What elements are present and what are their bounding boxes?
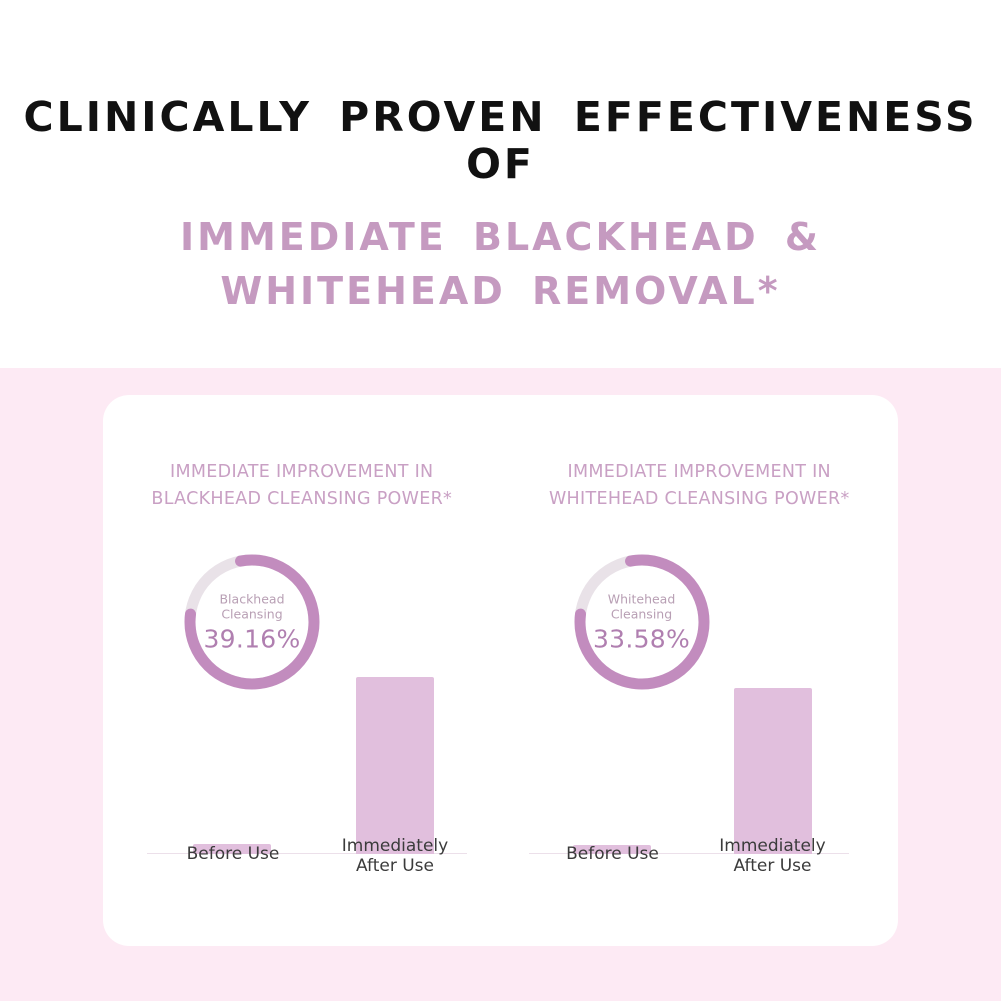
bar-labels-whitehead — [501, 836, 899, 896]
page-title-line-3: WHITEHEAD REMOVAL* — [220, 268, 781, 313]
chart-title-blackhead — [103, 459, 501, 513]
page-title-line-2: IMMEDIATE BLACKHEAD & — [180, 215, 821, 260]
donut-value-blackhead: 39.16% — [203, 623, 301, 653]
bar-label-after-line-2: After Use — [733, 856, 812, 877]
bar-label-after-line-1: Immediately — [341, 836, 449, 856]
donut-kicker-line-2: Cleansing — [221, 606, 283, 622]
chart-panels — [103, 395, 898, 946]
bar-label-before-line-1: Before Use — [566, 844, 659, 864]
donut-kicker-line-1: Blackhead — [219, 591, 285, 607]
page-title-line-1: CLINICALLY PROVEN EFFECTIVENESS OF — [23, 93, 978, 189]
bar-labels-blackhead — [103, 836, 501, 896]
bar-label-after-line-1: Immediately — [719, 836, 826, 856]
donut-value-whitehead: 33.58% — [592, 623, 691, 653]
bar-group-blackhead — [103, 594, 501, 854]
bar-after-use-whitehead — [734, 688, 812, 854]
chart-panel-blackhead — [103, 395, 501, 946]
bar-label-after-use — [717, 836, 829, 877]
header — [0, 0, 1001, 368]
bar-label-after-use — [339, 836, 451, 877]
chart-panel-whitehead — [501, 395, 899, 946]
chart-title-line-1: IMMEDIATE IMPROVEMENT IN — [567, 462, 831, 482]
bar-after-use-blackhead — [356, 677, 434, 854]
bar-label-before-use — [177, 844, 289, 864]
results-card — [103, 395, 898, 946]
chart-title-line-2: WHITEHEAD CLEANSING POWER* — [548, 489, 850, 510]
chart-title-line-2: BLACKHEAD CLEANSING POWER* — [151, 489, 453, 510]
bar-label-before-use — [557, 844, 669, 864]
bar-label-before-line-1: Before Use — [186, 844, 280, 864]
bar-group-whitehead — [501, 594, 899, 854]
chart-title-whitehead — [501, 459, 899, 513]
donut-kicker-line-2: Cleansing — [610, 606, 673, 622]
chart-title-line-1: IMMEDIATE IMPROVEMENT IN — [170, 462, 434, 482]
donut-kicker-line-1: Whitehead — [607, 591, 676, 607]
bar-label-after-line-2: After Use — [356, 856, 434, 877]
